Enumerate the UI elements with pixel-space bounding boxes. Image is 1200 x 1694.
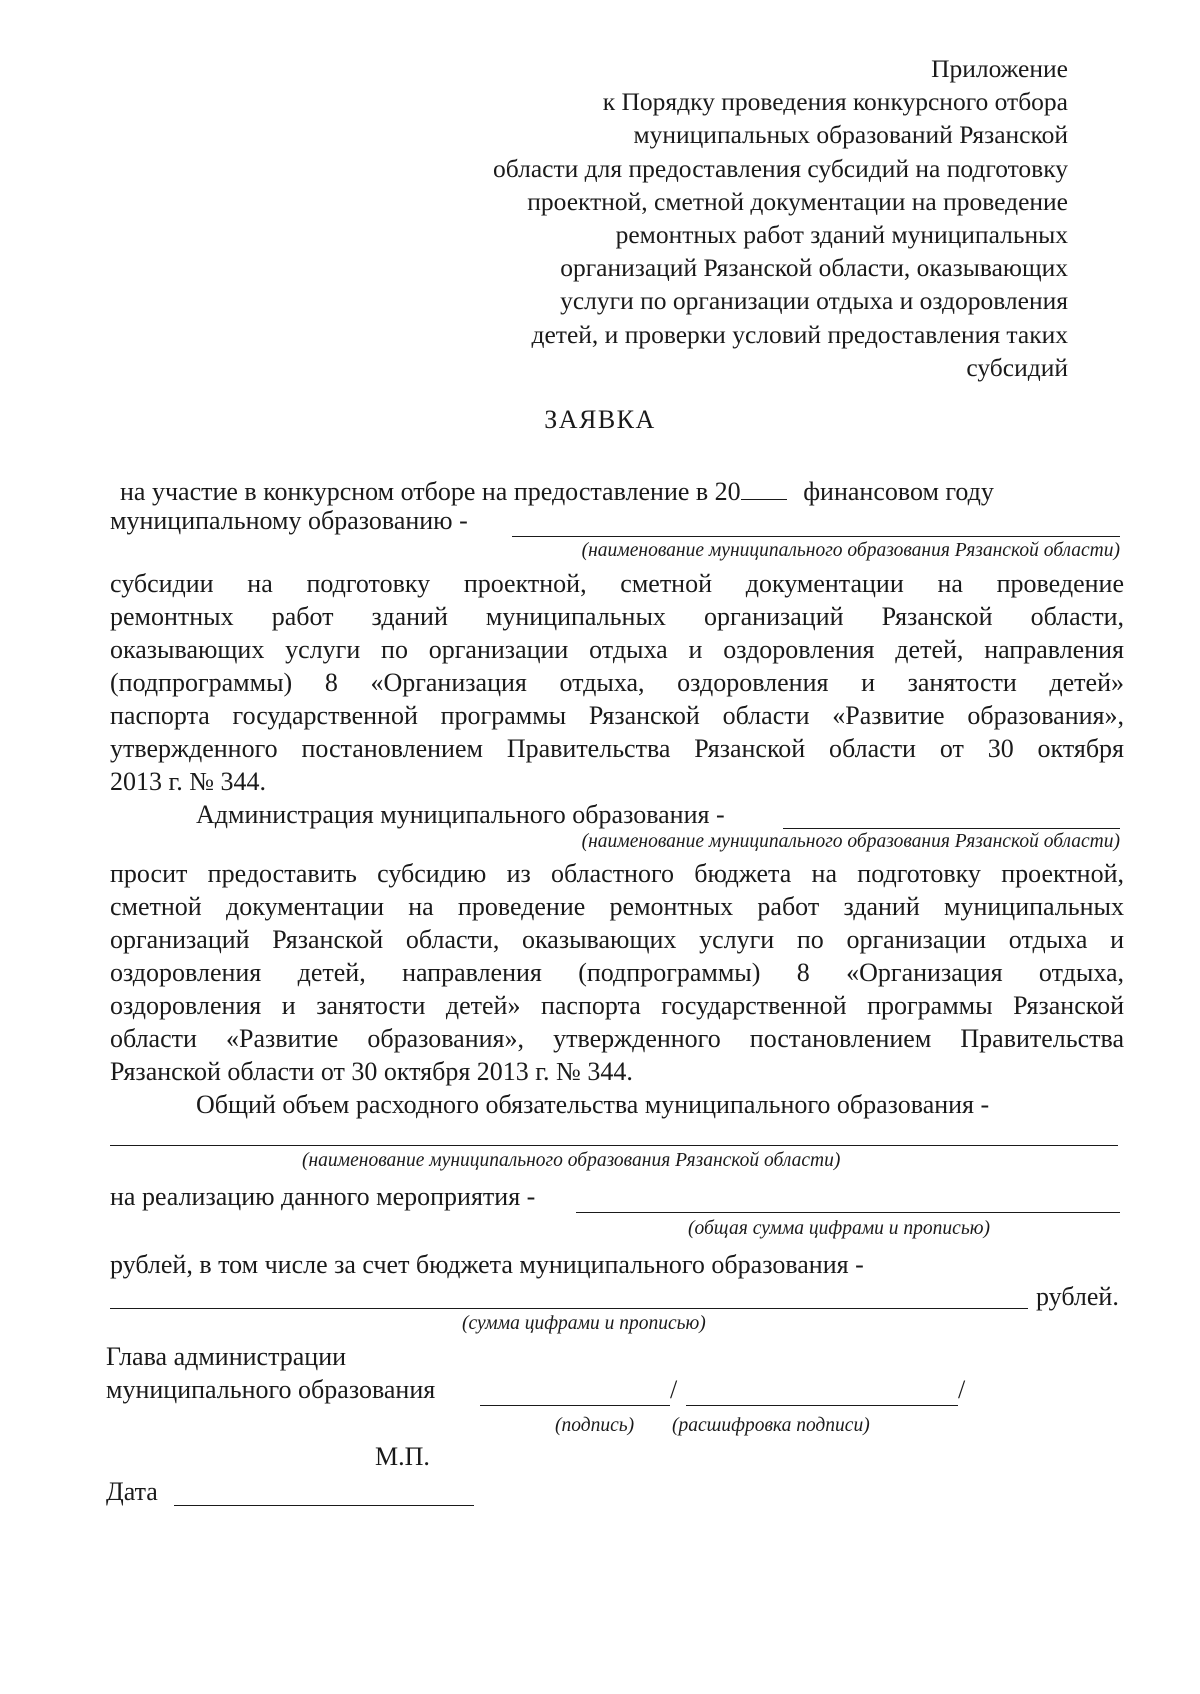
total-label: Общий объем расходного обязательства муниципального образования - bbox=[196, 1090, 990, 1119]
admin-label: Администрация муниципального образования - bbox=[196, 800, 725, 829]
para1-line: оказывающих услуги по организации отдыха и оздоровления детей, направления bbox=[110, 635, 1124, 664]
para2-line: области «Развитие образования», утвержденного постановлением Правительства bbox=[110, 1024, 1124, 1053]
para2-line: сметной документации на проведение ремонтных работ зданий муниципальных bbox=[110, 892, 1124, 921]
para1-line: (подпрограммы) 8 «Организация отдыха, оздоровления и занятости детей» bbox=[110, 668, 1124, 697]
para1-line: субсидии на подготовку проектной, сметной документации на проведение bbox=[110, 569, 1124, 598]
annex-line: субсидий bbox=[966, 352, 1068, 382]
municipal-budget-amount-field[interactable] bbox=[110, 1308, 1028, 1309]
signature-slash-end: / bbox=[958, 1375, 966, 1404]
annex-line: организаций Рязанской области, оказывающих bbox=[560, 253, 1068, 283]
municipality-name-hint: (наименование муниципального образования Рязанской области) bbox=[581, 540, 1120, 561]
annex-header bbox=[348, 52, 1068, 384]
stamp-place: М.П. bbox=[375, 1442, 430, 1471]
date-field[interactable] bbox=[174, 1505, 474, 1506]
annex-line: детей, и проверки условий предоставления таких bbox=[531, 319, 1068, 349]
signature-slash: / bbox=[670, 1375, 678, 1404]
rubles-suffix: рублей. bbox=[1036, 1282, 1119, 1311]
para1-line: ремонтных работ зданий муниципальных организаций Рязанской области, bbox=[110, 602, 1124, 631]
rubles-label: рублей, в том числе за счет бюджета муниципального образования - bbox=[110, 1250, 864, 1279]
intro-text-a: на участие в конкурсном отборе на предоставление в 20 bbox=[120, 477, 741, 506]
para2-line: оздоровления и занятости детей» паспорта государственной программы Рязанской bbox=[110, 991, 1124, 1020]
admin-name-hint: (наименование муниципального образования Рязанской области) bbox=[581, 831, 1120, 852]
para2-line: просит предоставить субсидию из областного бюджета на подготовку проектной, bbox=[110, 859, 1124, 888]
intro-line-2 bbox=[110, 504, 468, 537]
year-field[interactable] bbox=[741, 473, 787, 500]
document-title: ЗАЯВКА bbox=[544, 405, 656, 434]
annex-line: услуги по организации отдыха и оздоровления bbox=[560, 286, 1068, 316]
signature-title-line-1: Глава администрации bbox=[106, 1342, 347, 1371]
para1-line: паспорта государственной программы Рязанской области «Развитие образования», bbox=[110, 701, 1124, 730]
intro-line-1 bbox=[120, 473, 994, 508]
annex-line: ремонтных работ зданий муниципальных bbox=[615, 220, 1068, 250]
annex-line: Приложение bbox=[931, 54, 1068, 83]
signature-field[interactable] bbox=[480, 1405, 670, 1406]
signature-decode-field[interactable] bbox=[686, 1405, 958, 1406]
intro-municipality-label: муниципальному образованию - bbox=[110, 506, 468, 535]
para2-line: организаций Рязанской области, оказывающих услуги по организации отдыха и bbox=[110, 925, 1124, 954]
signature-hint: (подпись) bbox=[555, 1415, 635, 1436]
total-amount-field[interactable] bbox=[576, 1212, 1120, 1213]
annex-line: муниципальных образований Рязанской bbox=[633, 120, 1068, 150]
admin-name-field[interactable] bbox=[783, 828, 1120, 829]
intro-text-b: финансовом году bbox=[803, 477, 994, 506]
total-municipality-hint: (наименование муниципального образования Рязанской области) bbox=[302, 1150, 841, 1171]
annex-line: проектной, сметной документации на проведение bbox=[527, 186, 1068, 216]
signature-decode-hint: (расшифровка подписи) bbox=[672, 1415, 870, 1436]
annex-line: к Порядку проведения конкурсного отбора bbox=[602, 87, 1068, 117]
signature-title-line-2: муниципального образования bbox=[106, 1375, 436, 1404]
total-amount-hint: (общая сумма цифрами и прописью) bbox=[688, 1218, 990, 1239]
para2-line: Рязанской области от 30 октября 2013 г. № 344. bbox=[110, 1057, 633, 1086]
total-municipality-field[interactable] bbox=[110, 1145, 1118, 1146]
implementation-label: на реализацию данного мероприятия - bbox=[110, 1182, 536, 1211]
para1-line: утвержденного постановлением Правительства Рязанской области от 30 октября bbox=[110, 734, 1124, 763]
municipal-budget-hint: (сумма цифрами и прописью) bbox=[462, 1313, 706, 1334]
para2-line: оздоровления детей, направления (подпрограммы) 8 «Организация отдыха, bbox=[110, 958, 1124, 987]
municipality-name-field[interactable] bbox=[512, 536, 1120, 537]
annex-line: области для предоставления субсидий на подготовку bbox=[493, 153, 1068, 183]
para1-line: 2013 г. № 344. bbox=[110, 767, 267, 796]
date-label: Дата bbox=[106, 1477, 158, 1506]
